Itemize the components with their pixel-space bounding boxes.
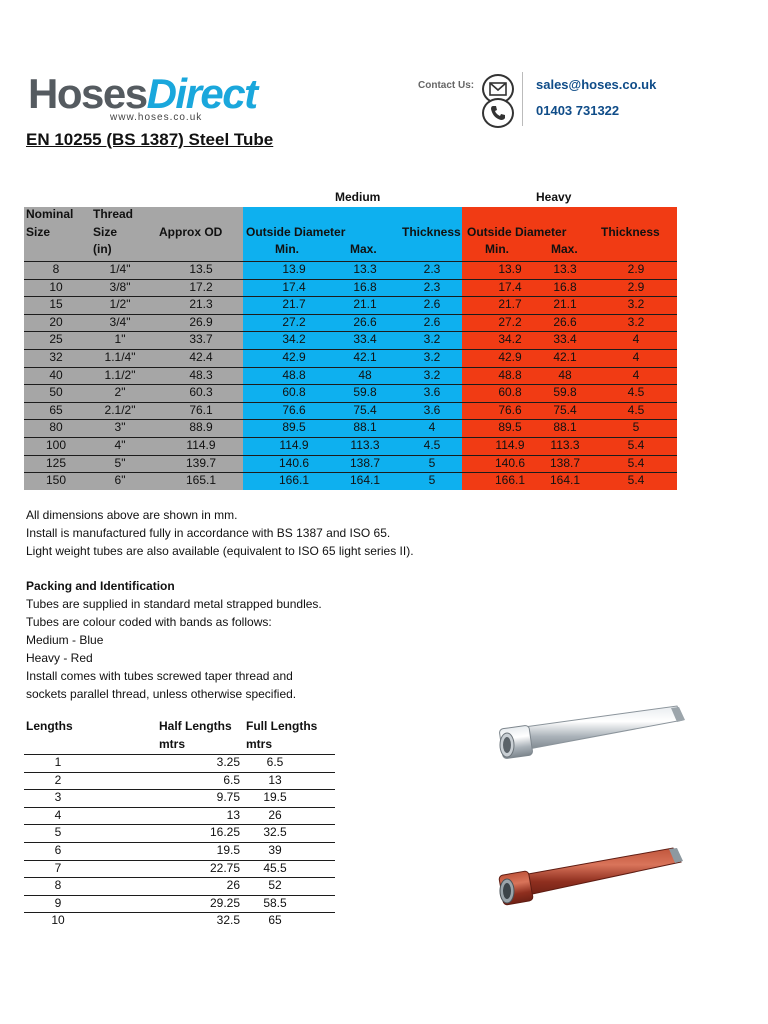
cell-heavy-thickness: 4.5	[627, 402, 645, 417]
cell-approx-od: 114.9	[186, 438, 216, 452]
cell-heavy-min: 27.2	[498, 314, 522, 329]
header-nominal-2: Size	[26, 225, 51, 239]
lengths-header: Lengths	[26, 719, 73, 733]
cell-medium-min: 21.7	[282, 297, 306, 312]
cell-approx-od: 88.9	[189, 420, 213, 435]
cell-medium-min: 89.5	[282, 420, 306, 435]
cell-heavy-max: 113.3	[550, 438, 580, 452]
cell-thread-size: 4"	[114, 438, 126, 452]
cell-heavy-min: 34.2	[498, 332, 522, 347]
cell-full-length: 52	[268, 878, 282, 893]
cell-thread-size: 1/2"	[109, 297, 131, 312]
cell-thread-size: 3"	[114, 420, 126, 435]
cell-medium-min: 13.9	[282, 262, 306, 276]
cell-heavy-thickness: 3.2	[627, 314, 645, 329]
cell-heavy-max: 16.8	[553, 279, 577, 294]
cell-heavy-thickness: 4	[632, 332, 640, 347]
note-line: All dimensions above are shown in mm.	[26, 508, 238, 522]
note-line: Install is manufactured fully in accordance with BS 1387 and ISO 65.	[26, 526, 391, 540]
cell-heavy-max: 88.1	[553, 420, 577, 435]
cell-full-length: 32.5	[263, 825, 287, 840]
cell-thread-size: 1.1/2"	[104, 367, 136, 382]
cell-thread-size: 2.1/2"	[104, 402, 136, 417]
cell-length: 3	[54, 790, 62, 805]
cell-medium-max: 21.1	[353, 297, 377, 312]
cell-length: 7	[54, 860, 62, 875]
cell-heavy-min: 17.4	[498, 279, 522, 294]
cell-heavy-max: 48	[558, 367, 572, 382]
cell-medium-max: 16.8	[353, 279, 377, 294]
cell-half-length: 22.75	[209, 860, 240, 875]
cell-half-length: 9.75	[216, 790, 240, 805]
cell-heavy-thickness: 2.9	[627, 262, 645, 276]
cell-approx-od: 48.3	[189, 367, 213, 382]
packing-heading: Packing and Identification	[26, 579, 175, 593]
cell-heavy-min: 21.7	[498, 297, 522, 312]
cell-full-length: 13	[268, 772, 282, 787]
cell-approx-od: 33.7	[189, 332, 213, 347]
cell-approx-od: 60.3	[189, 385, 213, 400]
cell-half-length: 13	[226, 807, 240, 822]
cell-half-length: 3.25	[216, 755, 240, 769]
half-lengths-header: Half Lengths	[159, 719, 232, 733]
cell-medium-max: 113.3	[350, 438, 380, 452]
cell-approx-od: 21.3	[189, 297, 213, 312]
header-heavy-thickness: Thickness	[601, 225, 660, 239]
contact-phone[interactable]: 01403 731322	[536, 103, 620, 118]
header-medium-thickness: Thickness	[402, 225, 461, 239]
cell-medium-thickness: 3.2	[423, 332, 441, 347]
cell-medium-min: 76.6	[282, 402, 306, 417]
half-lengths-unit: mtrs	[159, 737, 186, 751]
galvanised-tube-image	[495, 700, 695, 775]
cell-thread-size: 1"	[114, 332, 126, 347]
header-heavy-od: Outside Diameter	[467, 225, 567, 239]
cell-heavy-max: 59.8	[553, 385, 577, 400]
cell-nominal-size: 40	[49, 367, 63, 382]
cell-thread-size: 3/8"	[109, 279, 131, 294]
cell-heavy-min: 48.8	[498, 367, 522, 382]
cell-medium-thickness: 2.3	[423, 262, 441, 276]
header-nominal-1: Nominal	[26, 207, 74, 221]
header-medium-od: Outside Diameter	[246, 225, 346, 239]
cell-medium-thickness: 4	[428, 420, 436, 435]
logo	[28, 72, 257, 116]
packing-line: Tubes are colour coded with bands as follows:	[26, 615, 272, 629]
header-divider	[522, 72, 523, 126]
cell-heavy-thickness: 2.9	[627, 279, 645, 294]
group-heavy-label: Heavy	[536, 190, 572, 204]
cell-full-length: 58.5	[263, 895, 287, 910]
cell-heavy-thickness: 5	[632, 420, 640, 435]
cell-medium-thickness: 5	[428, 473, 436, 488]
cell-medium-thickness: 2.3	[423, 279, 441, 294]
cell-half-length: 19.5	[216, 843, 240, 857]
cell-heavy-thickness: 5.4	[627, 438, 645, 452]
cell-approx-od: 165.1	[185, 473, 217, 488]
cell-heavy-max: 42.1	[553, 350, 577, 364]
cell-length: 10	[51, 913, 65, 928]
cell-full-length: 39	[268, 843, 282, 857]
cell-medium-max: 48	[358, 367, 372, 382]
cell-approx-od: 76.1	[189, 402, 213, 417]
cell-full-length: 26	[268, 807, 282, 822]
cell-length: 4	[54, 807, 62, 822]
contact-email[interactable]: sales@hoses.co.uk	[536, 77, 657, 92]
cell-heavy-max: 26.6	[553, 314, 577, 329]
cell-nominal-size: 80	[49, 420, 63, 435]
cell-thread-size: 3/4"	[109, 314, 131, 329]
header-thread-2: Size	[93, 225, 118, 239]
page-title: EN 10255 (BS 1387) Steel Tube	[26, 130, 274, 149]
cell-half-length: 6.5	[223, 772, 240, 787]
cell-heavy-thickness: 3.2	[627, 297, 645, 312]
logo-direct-text: Direct	[146, 70, 257, 117]
cell-heavy-min: 76.6	[498, 402, 522, 417]
packing-line: Heavy - Red	[26, 651, 93, 665]
cell-medium-thickness: 2.6	[423, 297, 441, 312]
cell-nominal-size: 100	[45, 438, 67, 452]
cell-nominal-size: 32	[49, 350, 63, 364]
cell-medium-min: 140.6	[278, 455, 310, 470]
cell-full-length: 19.5	[263, 790, 287, 805]
cell-medium-thickness: 2.6	[423, 314, 441, 329]
cell-medium-max: 164.1	[349, 473, 381, 488]
cell-medium-max: 59.8	[353, 385, 377, 400]
cell-medium-max: 88.1	[353, 420, 377, 435]
cell-heavy-max: 138.7	[549, 455, 581, 470]
cell-nominal-size: 25	[49, 332, 63, 347]
cell-medium-min: 60.8	[282, 385, 306, 400]
cell-approx-od: 13.5	[189, 262, 213, 276]
cell-heavy-min: 114.9	[495, 438, 525, 452]
header-heavy-max: Max.	[551, 242, 578, 256]
cell-medium-max: 13.3	[353, 262, 377, 276]
cell-medium-min: 27.2	[282, 314, 306, 329]
cell-medium-thickness: 3.2	[423, 350, 441, 364]
cell-approx-od: 17.2	[189, 279, 213, 294]
cell-heavy-min: 42.9	[498, 350, 522, 364]
cell-heavy-max: 21.1	[553, 297, 577, 312]
cell-heavy-thickness: 4	[632, 367, 640, 382]
cell-full-length: 6.5	[266, 755, 284, 769]
cell-length: 1	[54, 755, 62, 769]
cell-medium-min: 166.1	[278, 473, 310, 488]
cell-nominal-size: 15	[49, 297, 63, 312]
cell-medium-thickness: 3.6	[423, 402, 441, 417]
cell-full-length: 45.5	[263, 860, 287, 875]
cell-heavy-min: 89.5	[498, 420, 522, 435]
cell-medium-max: 42.1	[353, 350, 377, 364]
full-lengths-unit: mtrs	[246, 737, 273, 751]
packing-line: Tubes are supplied in standard metal strapped bundles.	[26, 597, 322, 611]
cell-thread-size: 5"	[114, 455, 126, 470]
packing-line: Install comes with tubes screwed taper thread and	[26, 669, 293, 683]
cell-thread-size: 6"	[114, 473, 126, 488]
cell-half-length: 32.5	[216, 913, 240, 928]
cell-heavy-thickness: 5.4	[627, 455, 645, 470]
cell-medium-thickness: 3.2	[423, 367, 441, 382]
packing-section	[26, 577, 322, 703]
phone-icon	[482, 98, 514, 128]
cell-nominal-size: 8	[52, 262, 60, 276]
cell-heavy-max: 33.4	[553, 332, 577, 347]
group-medium-label: Medium	[335, 190, 381, 204]
cell-medium-max: 138.7	[349, 455, 381, 470]
packing-line: sockets parallel thread, unless otherwise specified.	[26, 687, 297, 701]
cell-thread-size: 1.1/4"	[104, 350, 136, 364]
cell-full-length: 65	[268, 913, 282, 928]
cell-length: 9	[54, 895, 62, 910]
cell-medium-min: 48.8	[282, 367, 306, 382]
cell-half-length: 26	[226, 878, 240, 893]
cell-nominal-size: 20	[49, 314, 63, 329]
logo-url: www.hoses.co.uk	[110, 112, 203, 123]
cell-approx-od: 139.7	[185, 455, 217, 470]
cell-medium-min: 42.9	[282, 350, 306, 364]
cell-heavy-max: 13.3	[553, 262, 577, 276]
cell-heavy-min: 13.9	[498, 262, 522, 276]
cell-thread-size: 1/4"	[109, 262, 131, 276]
cell-medium-min: 114.9	[279, 438, 309, 452]
cell-length: 8	[54, 878, 62, 893]
cell-medium-max: 33.4	[353, 332, 377, 347]
note-line: Light weight tubes are also available (equivalent to ISO 65 light series II).	[26, 544, 414, 558]
full-lengths-header: Full Lengths	[246, 719, 318, 733]
cell-heavy-min: 166.1	[494, 473, 526, 488]
header-thread-1: Thread	[93, 207, 134, 221]
cell-medium-max: 26.6	[353, 314, 377, 329]
cell-heavy-thickness: 5.4	[627, 473, 645, 488]
cell-approx-od: 42.4	[189, 350, 213, 364]
cell-thread-size: 2"	[114, 385, 126, 400]
contact-label: Contact Us:	[418, 80, 475, 91]
cell-length: 6	[54, 843, 62, 857]
cell-heavy-thickness: 4.5	[627, 385, 645, 400]
cell-half-length: 29.25	[209, 895, 240, 910]
cell-half-length: 16.25	[209, 825, 240, 840]
header-approx-od: Approx OD	[159, 225, 223, 239]
cell-heavy-min: 140.6	[494, 455, 526, 470]
header-medium-min: Min.	[275, 242, 299, 256]
cell-medium-min: 17.4	[282, 279, 306, 294]
cell-heavy-max: 75.4	[553, 402, 577, 417]
cell-approx-od: 26.9	[189, 314, 213, 329]
header-medium-max: Max.	[350, 242, 377, 256]
cell-nominal-size: 150	[45, 473, 67, 488]
header-heavy-min: Min.	[485, 242, 509, 256]
cell-medium-min: 34.2	[282, 332, 306, 347]
cell-nominal-size: 125	[45, 455, 67, 470]
cell-nominal-size: 10	[49, 279, 63, 294]
cell-medium-max: 75.4	[353, 402, 377, 417]
cell-heavy-min: 60.8	[498, 385, 522, 400]
cell-medium-thickness: 5	[428, 455, 436, 470]
logo-hoses-text: Hoses	[28, 70, 147, 117]
header-thread-3: (in)	[93, 242, 112, 256]
red-tube-image	[495, 840, 695, 920]
cell-medium-thickness: 3.6	[423, 385, 441, 400]
cell-medium-thickness: 4.5	[423, 438, 441, 452]
cell-length: 2	[54, 772, 62, 787]
packing-line: Medium - Blue	[26, 633, 104, 647]
cell-heavy-max: 164.1	[549, 473, 581, 488]
cell-heavy-thickness: 4	[632, 350, 640, 364]
cell-length: 5	[54, 825, 62, 840]
notes	[26, 506, 414, 560]
cell-nominal-size: 65	[49, 402, 63, 417]
cell-nominal-size: 50	[49, 385, 63, 400]
